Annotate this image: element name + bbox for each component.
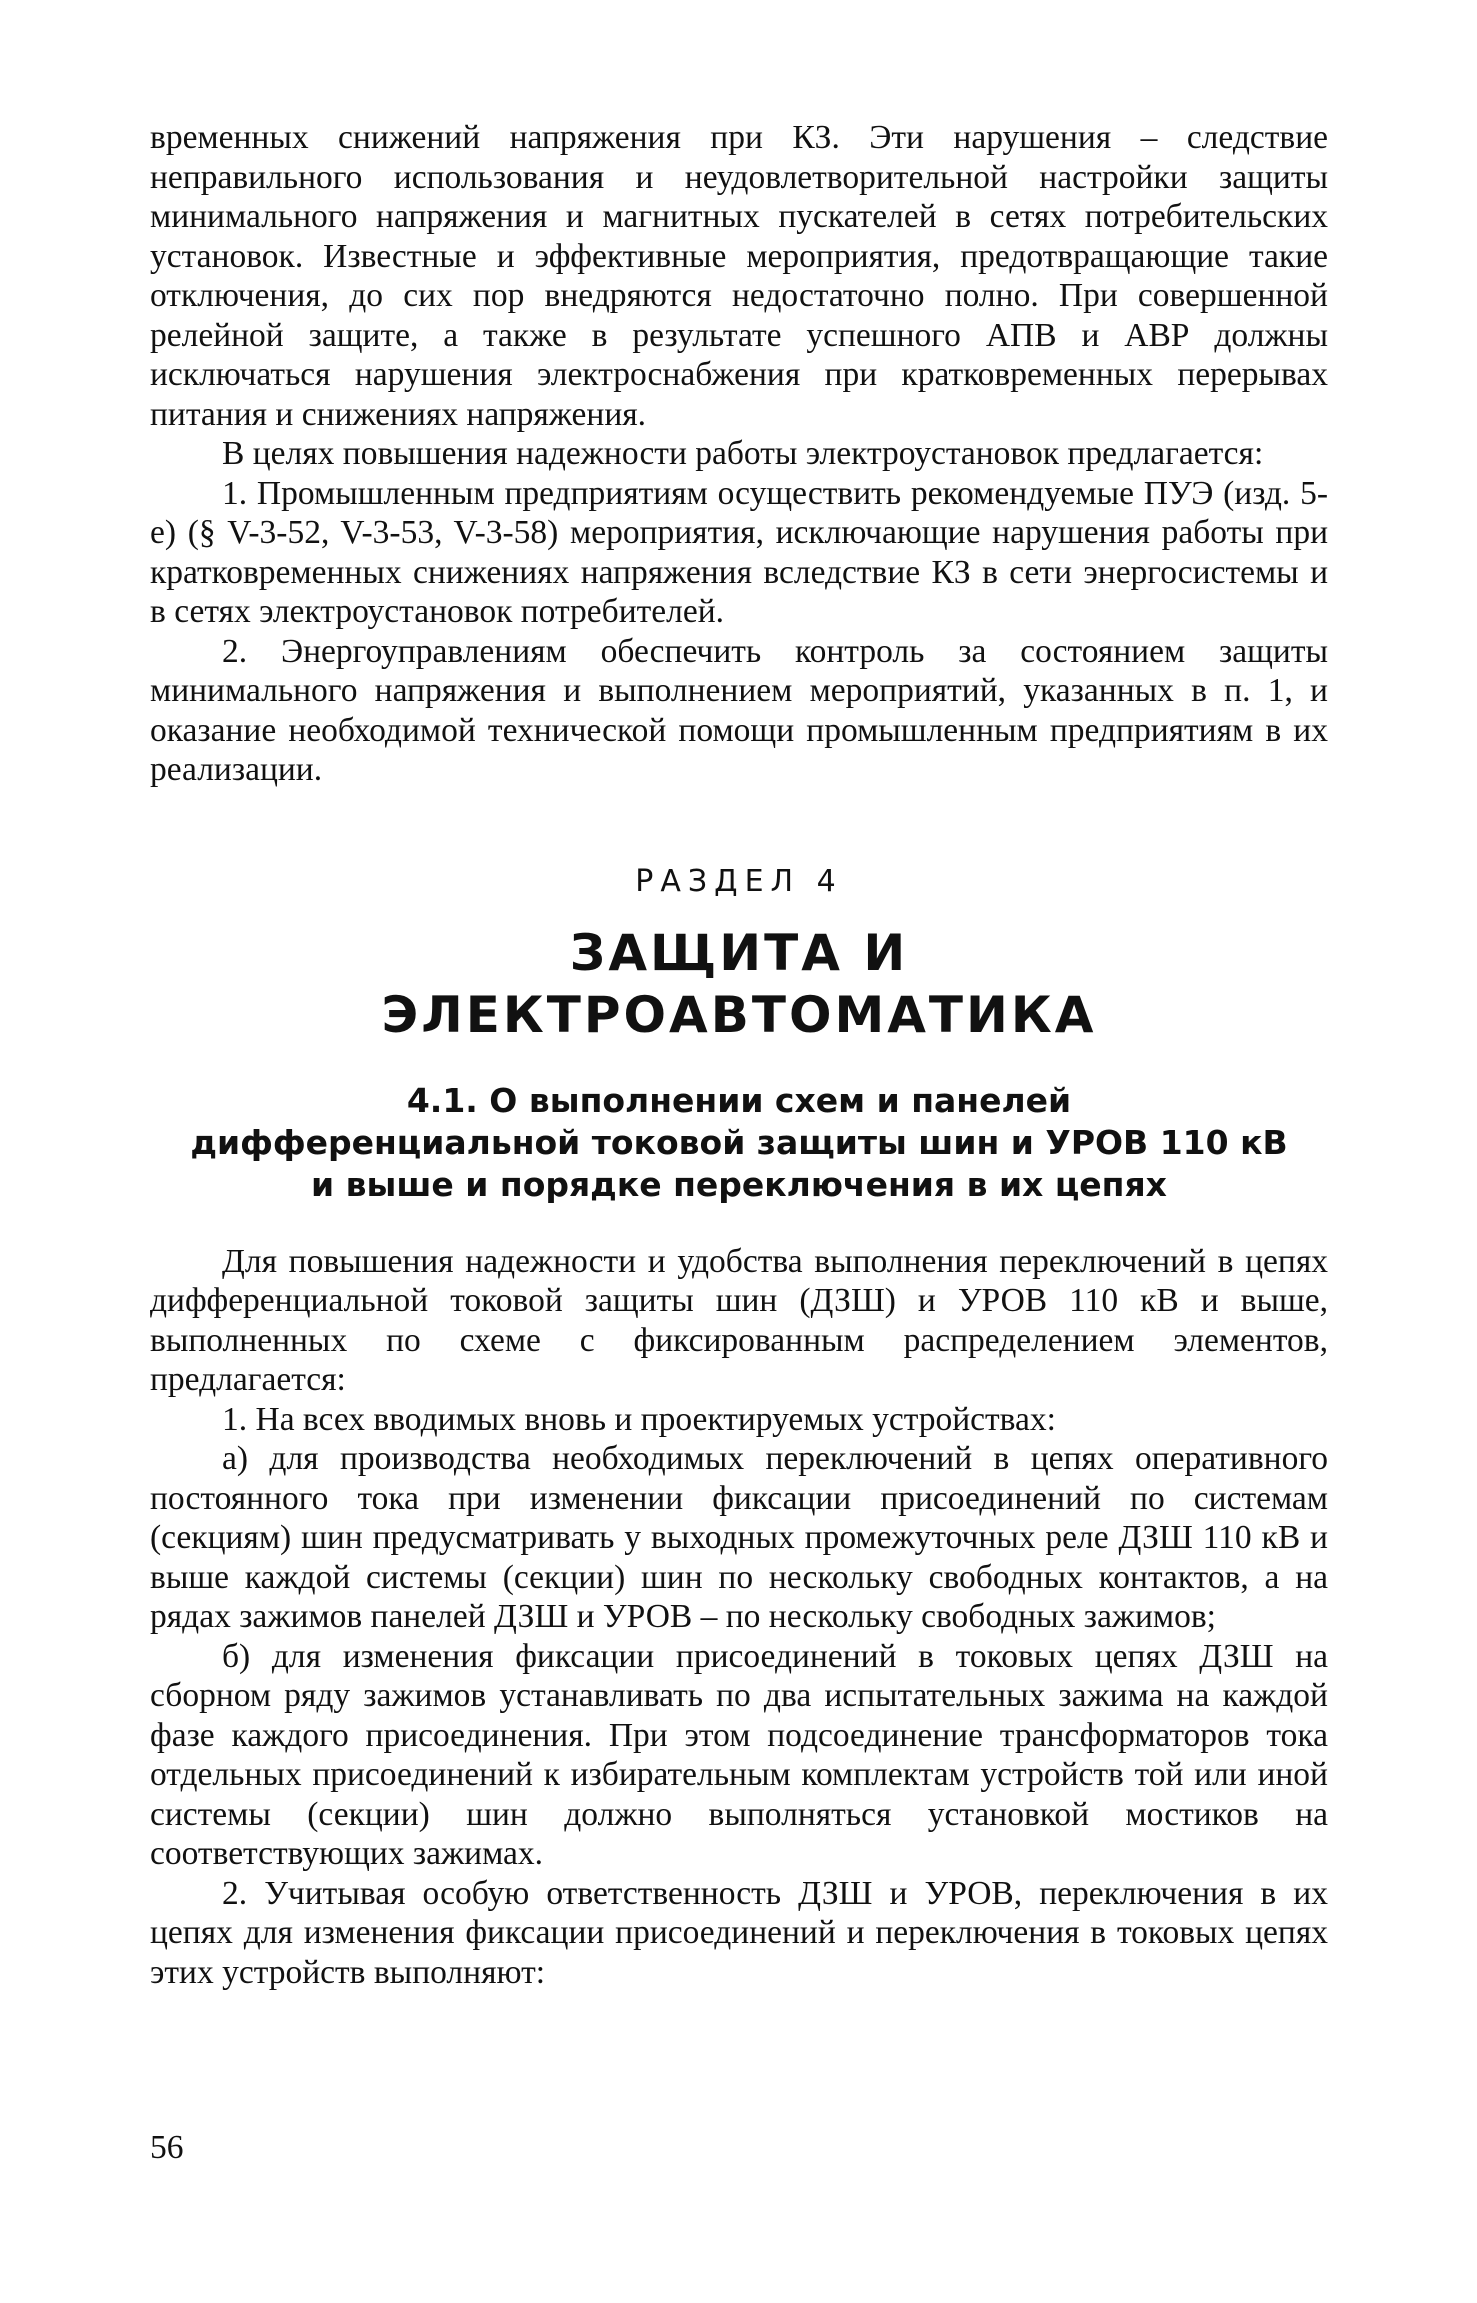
paragraph-body-item-1b: б) для изменения фиксации присоединений в токовых цепях ДЗШ на сборном ряду зажимов устанавливать по два испытательных зажима на каждой фазе каждого присоединения. При этом подсоединение трансформаторов тока отдельных присоединений к избирательным комплектам устройств той или иной системы (секции) шин должно выполняться установкой мостиков на соответствующих зажимах.	[150, 1637, 1328, 1872]
paragraph-item-2: 2. Энергоуправлениям обеспечить контроль за состоянием защиты минимального напряжения и выполнением мероприятий, указанных в п. 1, и оказание необходимой технической помощи промышленным предприятиям в их реализации.	[150, 632, 1328, 788]
page-number: 56	[150, 2129, 184, 2166]
spacer	[150, 1206, 1328, 1242]
paragraph-body-item-1a: а) для производства необходимых переключений в цепях оперативного постоянного тока при изменении фиксации присоединений по системам (секциям) шин предусматривать у выходных промежуточных реле ДЗШ 110 кВ и выше каждой системы (секции) шин по нескольку свободных контактов, а на рядах зажимов панелей ДЗШ и УРОВ – по нескольку свободных зажимов;	[150, 1440, 1328, 1635]
subsection-title-line-3: и выше и порядке переключения в их цепях	[311, 1164, 1167, 1204]
paragraph-continuation: временных снижений напряжения при КЗ. Эти нарушения – следствие неправильного использования и неудовлетворительной настройки защиты минимального напряжения и магнитных пускателей в сетях потребительских установок. Известные и эффективные мероприятия, предотвращающие такие отключения, до сих пор внедряются недостаточно полно. При совершенной релейной защите, а также в результате успешного АПВ и АВР должны исключаться нарушения электроснабжения при кратковременных перерывах питания и снижениях напряжения.	[150, 119, 1328, 433]
paragraph-body-intro: Для повышения надежности и удобства выполнения переключений в цепях дифференциальной токовой защиты шин (ДЗШ) и УРОВ 110 кВ и выше, выполненных по схеме с фиксированным распределением элементов, предлагается:	[150, 1242, 1328, 1398]
subsection-title-line-1: 4.1. О выполнении схем и панелей	[406, 1080, 1072, 1120]
section-label: РАЗДЕЛ 4	[635, 863, 843, 899]
document-page	[150, 118, 1328, 1992]
paragraph-body-item-1: 1. На всех вводимых вновь и проектируемых устройствах:	[222, 1400, 1056, 1438]
paragraph-item-1: 1. Промышленным предприятиям осуществить рекомендуемые ПУЭ (изд. 5-е) (§ V-3-52, V-3-53, V-3-58) мероприятия, исключающие нарушения работы при кратковременных снижениях напряжения вследствие КЗ в сети энергосистемы и в сетях электроустановок потребителей.	[150, 474, 1328, 630]
paragraph-body-item-2: 2. Учитывая особую ответственность ДЗШ и УРОВ, переключения в их цепях для изменения фиксации присоединений и переключения в токовых цепях этих устройств выполняют:	[150, 1874, 1328, 1991]
subsection-title	[150, 1080, 1328, 1206]
paragraph-proposal-intro: В целях повышения надежности работы электроустановок предлагается:	[222, 435, 1264, 472]
subsection-title-line-2: дифференциальной токовой защиты шин и УРОВ 110 кВ	[190, 1122, 1288, 1162]
section-title	[150, 922, 1328, 1046]
section-title-line-1: ЗАЩИТА И	[569, 923, 909, 982]
section-title-line-2: ЭЛЕКТРОАВТОМАТИКА	[381, 985, 1097, 1044]
